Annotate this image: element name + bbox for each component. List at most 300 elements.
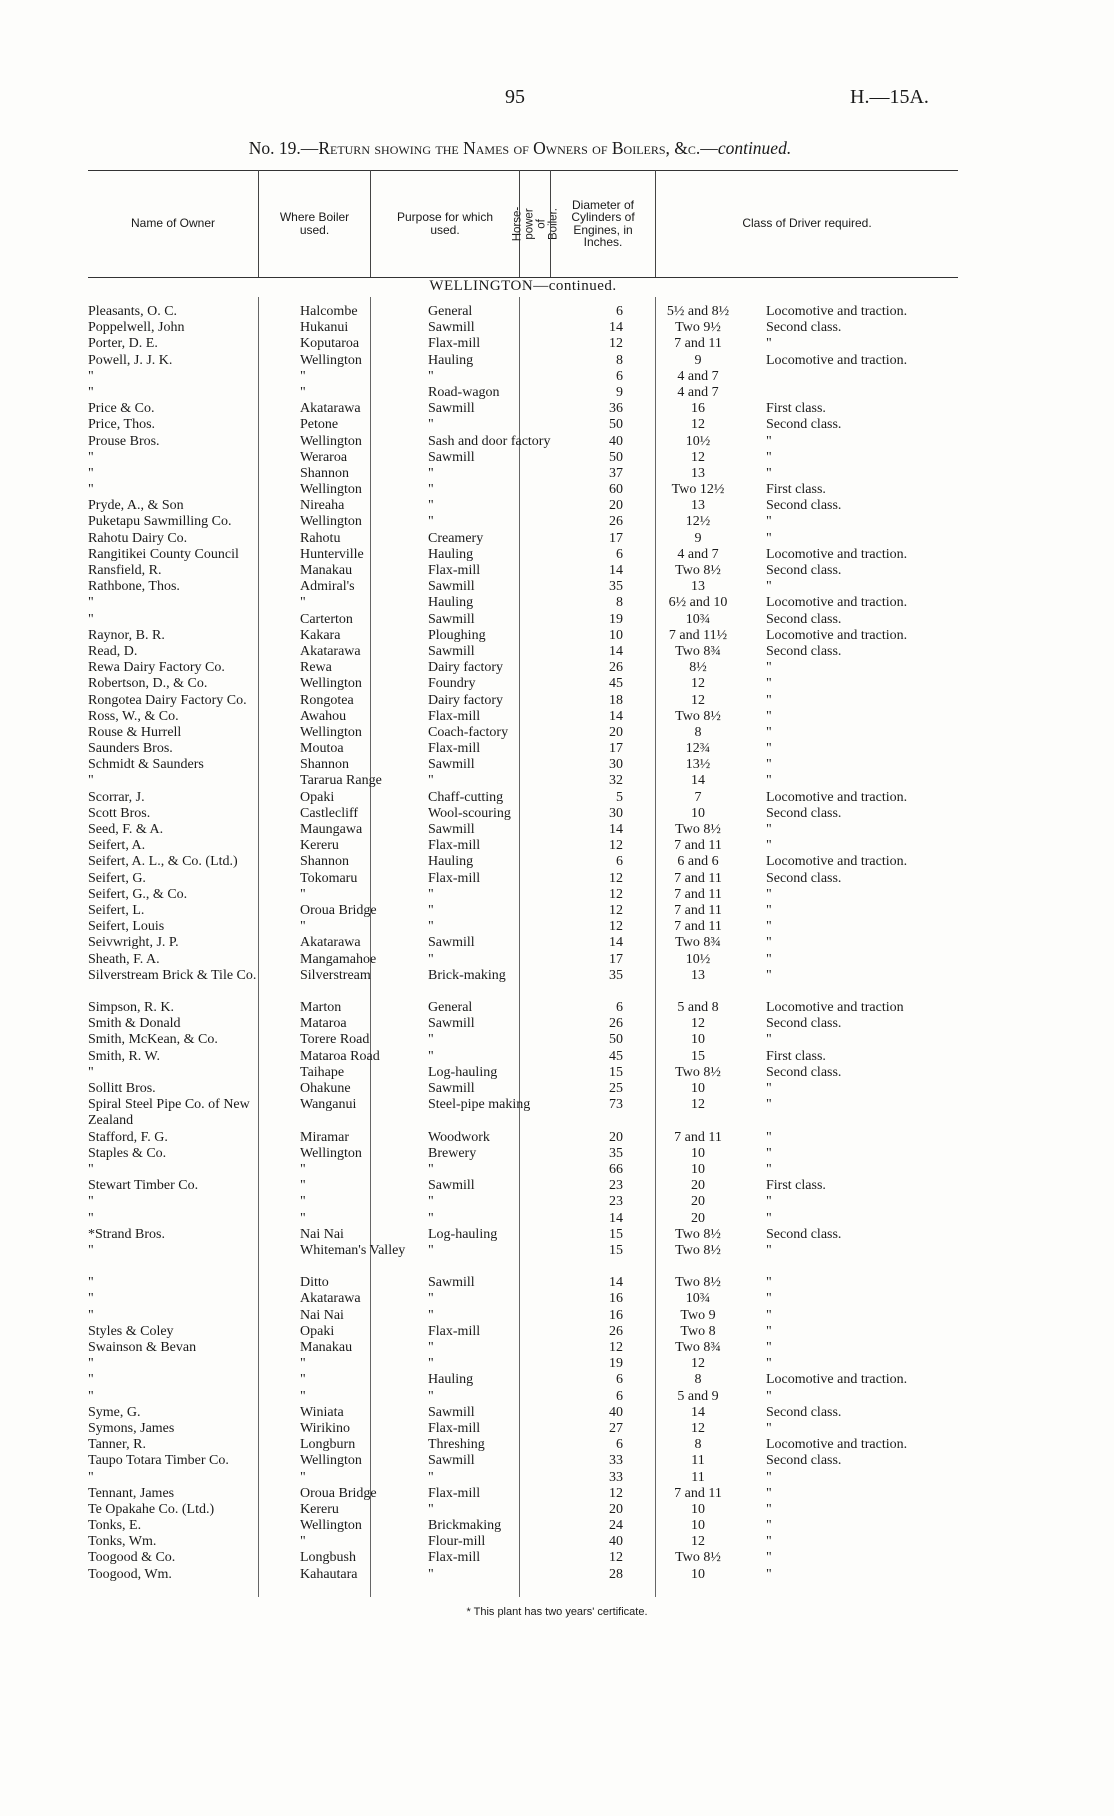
horsepower-cell: 73 <box>609 1097 623 1113</box>
diameter-cell: Two 12½ <box>671 482 725 498</box>
where-cell: Wellington <box>300 724 362 740</box>
diameter-cell: Two 8½ <box>675 563 721 578</box>
purpose-cell: Coach-factory <box>428 724 509 740</box>
owner-cell: Poppelwell, John <box>88 320 185 336</box>
diameter-cell: 4 and 7 <box>677 546 719 562</box>
where-cell: Manakau <box>300 1340 353 1356</box>
owner-cell: Porter, D. E. <box>88 336 158 352</box>
purpose-cell: Flax-mill <box>428 1485 481 1501</box>
table-row <box>88 709 958 725</box>
where-cell: Longbush <box>300 1550 356 1566</box>
horsepower-cell: 17 <box>609 530 623 546</box>
table-body <box>88 304 958 1583</box>
owner-cell: Saunders Bros. <box>88 741 173 757</box>
driver-class-cell: " <box>766 951 772 967</box>
owner-cell: " <box>88 1161 94 1177</box>
where-cell: Ohakune <box>300 1081 351 1097</box>
driver-class-cell: First class. <box>766 1048 826 1064</box>
horsepower-cell: 45 <box>609 676 623 692</box>
driver-class-cell: Locomotive and traction. <box>766 789 908 805</box>
where-cell: Kereru <box>300 838 339 854</box>
where-cell: Wellington <box>300 352 362 368</box>
owner-cell: Sheath, F. A. <box>88 951 160 967</box>
owner-cell: Seifert, G. <box>88 870 146 886</box>
where-cell: Akatarawa <box>300 1291 361 1307</box>
owner-cell: Symons, James <box>88 1420 175 1436</box>
where-cell: Castlecliff <box>300 805 359 821</box>
table-row <box>88 903 958 919</box>
purpose-cell: " <box>428 417 434 433</box>
driver-class-cell: " <box>766 1323 772 1339</box>
owner-cell: Toogood, Wm. <box>88 1566 172 1582</box>
table-row <box>88 1405 958 1421</box>
where-cell: Kahautara <box>300 1566 358 1582</box>
table-row <box>88 1243 958 1275</box>
diameter-cell: 12¾ <box>685 741 711 757</box>
driver-class-cell: Locomotive and traction. <box>766 1372 908 1388</box>
horsepower-cell: 35 <box>609 1145 623 1161</box>
diameter-cell: 8½ <box>689 660 707 676</box>
table-row <box>88 790 958 806</box>
table-row <box>88 401 958 417</box>
driver-class-cell: " <box>766 336 772 352</box>
owner-cell: " <box>88 449 94 465</box>
horsepower-cell: 30 <box>609 757 623 773</box>
purpose-cell: Flour-mill <box>428 1534 486 1550</box>
purpose-cell: " <box>428 1161 434 1177</box>
diameter-cell: 15 <box>691 1048 705 1064</box>
where-cell: Wanganui <box>300 1097 357 1113</box>
owner-cell: Rathbone, Thos. <box>88 579 180 595</box>
owner-cell: Rangitikei County Council <box>88 546 239 562</box>
owner-cell: " <box>88 1356 94 1372</box>
where-cell: Opaki <box>300 1323 335 1339</box>
driver-class-cell: Second class. <box>766 1453 842 1469</box>
diameter-cell: 20 <box>691 1178 705 1194</box>
purpose-cell: " <box>428 1242 434 1258</box>
driver-class-cell: " <box>766 530 772 546</box>
diameter-cell: 8 <box>694 1372 702 1388</box>
driver-class-cell: " <box>766 660 772 676</box>
owner-cell: Robertson, D., & Co. <box>88 676 208 692</box>
table-row <box>88 1016 958 1032</box>
owner-cell: " <box>88 1372 94 1388</box>
owner-cell: Rahotu Dairy Co. <box>88 530 188 546</box>
table-row <box>88 1032 958 1048</box>
owner-cell: " <box>88 1291 94 1307</box>
table-row <box>88 887 958 903</box>
owner-cell: " <box>88 1064 94 1080</box>
where-cell: Manakau <box>300 563 353 578</box>
diameter-cell: Two 8½ <box>675 708 721 724</box>
table-row <box>88 1567 958 1583</box>
table-row <box>88 1000 958 1016</box>
diameter-cell: 10½ <box>685 951 711 967</box>
where-cell: Rongotea <box>300 692 354 708</box>
horsepower-cell: 60 <box>609 482 623 498</box>
driver-class-cell: Second class. <box>766 417 842 433</box>
driver-class-cell: Locomotive and traction. <box>766 1437 908 1453</box>
purpose-cell: Steel-pipe making <box>428 1097 531 1113</box>
where-cell: Weraroa <box>300 449 348 465</box>
owner-cell: " <box>88 1194 94 1210</box>
diameter-cell: 8 <box>694 1437 702 1453</box>
header-driver-class: Class of Driver required. <box>742 216 872 231</box>
header-horsepower: Horse-power of Boiler. <box>511 206 560 241</box>
driver-class-cell: " <box>766 1501 772 1517</box>
where-cell: Hunterville <box>300 546 364 562</box>
purpose-cell: " <box>428 1291 434 1307</box>
driver-class-cell: Second class. <box>766 498 842 514</box>
owner-cell: Smith, R. W. <box>88 1048 160 1064</box>
table-row <box>88 547 958 563</box>
table-row <box>88 1453 958 1469</box>
where-cell: Miramar <box>300 1129 349 1145</box>
purpose-cell: Dairy factory <box>428 692 504 708</box>
table-row <box>88 838 958 854</box>
driver-class-cell: " <box>766 1518 772 1534</box>
diameter-cell: 10 <box>691 1566 705 1582</box>
owner-cell: Taupo Totara Timber Co. <box>88 1453 229 1469</box>
purpose-cell: " <box>428 902 434 918</box>
diameter-cell: 10 <box>691 1032 705 1048</box>
horsepower-cell: 23 <box>609 1194 623 1210</box>
owner-cell: Powell, J. J. K. <box>88 352 173 368</box>
horsepower-cell: 50 <box>609 449 623 465</box>
driver-class-cell: " <box>766 773 772 789</box>
diameter-cell: Two 8½ <box>675 1275 721 1291</box>
owner-cell: Seifert, A. L., & Co. (Ltd.) <box>88 854 238 870</box>
where-cell: Nai Nai <box>300 1226 344 1242</box>
horsepower-cell: 26 <box>609 1323 623 1339</box>
purpose-cell: Brickmaking <box>428 1518 502 1534</box>
purpose-cell: " <box>428 465 434 481</box>
driver-class-cell: " <box>766 902 772 918</box>
driver-class-cell: " <box>766 1210 772 1226</box>
diameter-cell: Two 8¾ <box>675 643 721 659</box>
driver-class-cell: " <box>766 514 772 530</box>
where-cell: Nai Nai <box>300 1307 344 1323</box>
horsepower-cell: 6 <box>616 546 623 562</box>
horsepower-cell: 36 <box>609 401 623 417</box>
table-row <box>88 1275 958 1291</box>
driver-class-cell: Second class. <box>766 1226 842 1242</box>
driver-class-cell: Second class. <box>766 643 842 659</box>
horsepower-cell: 14 <box>609 1210 623 1226</box>
table-row <box>88 1421 958 1437</box>
owner-cell: " <box>88 1388 94 1404</box>
owner-cell: Pryde, A., & Son <box>88 498 184 514</box>
where-cell: Koputaroa <box>300 336 360 352</box>
where-cell: Wirikino <box>300 1420 350 1436</box>
diameter-cell: 10 <box>691 1161 705 1177</box>
driver-class-cell: " <box>766 741 772 757</box>
purpose-cell: Threshing <box>428 1437 485 1453</box>
purpose-cell: Flax-mill <box>428 1550 481 1566</box>
document-reference: H.—15A. <box>850 86 929 108</box>
diameter-cell: 12 <box>691 1356 705 1372</box>
table-row <box>88 1194 958 1210</box>
horsepower-cell: 16 <box>609 1291 623 1307</box>
horsepower-cell: 40 <box>609 433 623 449</box>
diameter-cell: 12 <box>691 676 705 692</box>
owner-cell: " <box>88 1210 94 1226</box>
table-row <box>88 595 958 611</box>
where-cell: " <box>300 1161 306 1177</box>
table-row <box>88 1097 958 1129</box>
horsepower-cell: 35 <box>609 579 623 595</box>
horsepower-cell: 35 <box>609 967 623 983</box>
horsepower-cell: 6 <box>616 368 623 384</box>
purpose-cell: Flax-mill <box>428 708 481 724</box>
purpose-cell: Hauling <box>428 1372 474 1388</box>
where-cell: Shannon <box>300 854 349 870</box>
diameter-cell: 7 and 11 <box>674 1485 722 1501</box>
horsepower-cell: 27 <box>609 1420 623 1436</box>
table-row <box>88 822 958 838</box>
driver-class-cell: First class. <box>766 482 826 498</box>
table-row <box>88 417 958 433</box>
purpose-cell: Hauling <box>428 595 474 611</box>
purpose-cell: Wool-scouring <box>428 805 511 821</box>
diameter-cell: 13½ <box>685 757 711 773</box>
horsepower-cell: 24 <box>609 1518 623 1534</box>
owner-cell: " <box>88 1469 94 1485</box>
table-row <box>88 1065 958 1081</box>
table-row <box>88 1534 958 1550</box>
horsepower-cell: 14 <box>609 643 623 659</box>
diameter-cell: 6 and 6 <box>677 854 719 870</box>
horsepower-cell: 12 <box>609 1550 623 1566</box>
diameter-cell: 12 <box>691 449 705 465</box>
purpose-cell: " <box>428 1032 434 1048</box>
diameter-cell: 12 <box>691 692 705 708</box>
footnote: * This plant has two years' certificate. <box>466 1606 648 1618</box>
horsepower-cell: 9 <box>616 384 623 400</box>
where-cell: Tararua Range <box>300 773 382 789</box>
diameter-cell: Two 8½ <box>675 822 721 837</box>
driver-class-cell: " <box>766 1097 772 1113</box>
owner-cell: Seifert, Louis <box>88 919 165 935</box>
owner-cell: Read, D. <box>88 643 138 659</box>
purpose-cell: " <box>428 919 434 935</box>
owner-cell: " <box>88 1307 94 1323</box>
horsepower-cell: 17 <box>609 951 623 967</box>
table-row <box>88 676 958 692</box>
table-row <box>88 1146 958 1162</box>
where-cell: Wellington <box>300 514 362 530</box>
table-row <box>88 1486 958 1502</box>
owner-cell: Spiral Steel Pipe Co. of New Zealand <box>88 1097 250 1128</box>
owner-cell: Schmidt & Saunders <box>88 757 204 773</box>
where-cell: Rewa <box>300 660 332 676</box>
purpose-cell: Log-hauling <box>428 1226 498 1242</box>
driver-class-cell: Locomotive and traction. <box>766 304 908 319</box>
table-row <box>88 450 958 466</box>
horsepower-cell: 18 <box>609 692 623 708</box>
where-cell: Wellington <box>300 482 362 498</box>
driver-class-cell: " <box>766 886 772 902</box>
horsepower-cell: 14 <box>609 1275 623 1291</box>
header-diameter: Diameter of Cylinders of Engines, in Inches. <box>571 197 635 249</box>
owner-cell: Tanner, R. <box>88 1437 146 1453</box>
table-row <box>88 1130 958 1146</box>
purpose-cell: Hauling <box>428 854 474 870</box>
horsepower-cell: 32 <box>609 773 623 789</box>
table-row <box>88 466 958 482</box>
purpose-cell: " <box>428 482 434 498</box>
table-row <box>88 1437 958 1453</box>
purpose-cell: Flax-mill <box>428 741 481 757</box>
horsepower-cell: 12 <box>609 919 623 935</box>
where-cell: Oroua Bridge <box>300 1485 377 1501</box>
owner-cell: " <box>88 611 94 627</box>
table-row <box>88 806 958 822</box>
table-row <box>88 1049 958 1065</box>
owner-cell: Rongotea Dairy Factory Co. <box>88 692 247 708</box>
driver-class-cell: " <box>766 1550 772 1566</box>
purpose-cell: Hauling <box>428 546 474 562</box>
purpose-cell: " <box>428 1501 434 1517</box>
where-cell: Mangamahoe <box>300 951 377 967</box>
diameter-cell: 7 and 11 <box>674 919 722 935</box>
diameter-cell: 10 <box>691 1145 705 1161</box>
owner-cell: " <box>88 1275 94 1291</box>
diameter-cell: 4 and 7 <box>677 368 719 384</box>
owner-cell: Prouse Bros. <box>88 433 160 449</box>
table-row <box>88 369 958 385</box>
diameter-cell: 4 and 7 <box>677 384 719 400</box>
purpose-cell: Creamery <box>428 530 484 546</box>
where-cell: Longburn <box>300 1437 356 1453</box>
driver-class-cell: Locomotive and traction. <box>766 352 908 368</box>
title-prefix: No. 19.— <box>248 138 319 158</box>
diameter-cell: 12 <box>691 417 705 433</box>
horsepower-cell: 16 <box>609 1307 623 1323</box>
driver-class-cell: " <box>766 1242 772 1258</box>
owner-cell: Scorrar, J. <box>88 789 145 805</box>
owner-cell: Ransfield, R. <box>88 563 162 578</box>
owner-cell: Tennant, James <box>88 1485 175 1501</box>
where-cell: " <box>300 1388 306 1404</box>
diameter-cell: 11 <box>691 1453 705 1469</box>
purpose-cell: Brewery <box>428 1145 477 1161</box>
owner-cell: Tonks, Wm. <box>88 1534 157 1550</box>
where-cell: Nireaha <box>300 498 345 514</box>
diameter-cell: 7 and 11½ <box>668 627 728 643</box>
driver-class-cell: " <box>766 967 772 983</box>
purpose-cell: " <box>428 514 434 530</box>
table-row <box>88 871 958 887</box>
table-row <box>88 1291 958 1307</box>
diameter-cell: Two 8½ <box>675 1226 721 1242</box>
diameter-cell: 10 <box>691 1501 705 1517</box>
diameter-cell: 11 <box>691 1469 705 1485</box>
purpose-cell: Flax-mill <box>428 870 481 886</box>
diameter-cell: 6½ and 10 <box>668 595 728 611</box>
horsepower-cell: 12 <box>609 902 623 918</box>
horsepower-cell: 8 <box>616 352 623 368</box>
driver-class-cell: " <box>766 1534 772 1550</box>
where-cell: " <box>300 368 306 384</box>
owner-cell: Smith & Donald <box>88 1016 181 1032</box>
diameter-cell: Two 8¾ <box>675 1340 721 1356</box>
purpose-cell: Sawmill <box>428 1016 475 1032</box>
where-cell: Wellington <box>300 1518 362 1534</box>
purpose-cell: Sawmill <box>428 1404 475 1420</box>
table-row <box>88 935 958 951</box>
where-cell: Mataroa Road <box>300 1048 380 1064</box>
purpose-cell: General <box>428 1000 473 1016</box>
purpose-cell: Sawmill <box>428 449 475 465</box>
horsepower-cell: 23 <box>609 1178 623 1194</box>
where-cell: " <box>300 886 306 902</box>
driver-class-cell: Locomotive and traction <box>766 1000 904 1016</box>
table-row <box>88 1502 958 1518</box>
purpose-cell: Sawmill <box>428 611 475 627</box>
purpose-cell: " <box>428 498 434 514</box>
boiler-owners-table <box>88 170 958 1610</box>
owner-cell: *Strand Bros. <box>88 1226 165 1242</box>
driver-class-cell: " <box>766 822 772 837</box>
purpose-cell: Road-wagon <box>428 384 500 400</box>
owner-cell: " <box>88 595 94 611</box>
where-cell: " <box>300 1469 306 1485</box>
table-row <box>88 1081 958 1097</box>
purpose-cell: Log-hauling <box>428 1064 498 1080</box>
purpose-cell: Hauling <box>428 352 474 368</box>
purpose-cell: " <box>428 1307 434 1323</box>
where-cell: " <box>300 919 306 935</box>
where-cell: Marton <box>300 1000 342 1016</box>
driver-class-cell: " <box>766 579 772 595</box>
horsepower-cell: 30 <box>609 805 623 821</box>
purpose-cell: Sawmill <box>428 935 475 951</box>
owner-cell: Raynor, B. R. <box>88 627 165 643</box>
table-row <box>88 498 958 514</box>
where-cell: Taihape <box>300 1064 345 1080</box>
diameter-cell: 10 <box>691 805 705 821</box>
owner-cell: Rewa Dairy Factory Co. <box>88 660 225 676</box>
horsepower-cell: 28 <box>609 1566 623 1582</box>
where-cell: Halcombe <box>300 304 358 319</box>
purpose-cell: Flax-mill <box>428 1420 481 1436</box>
diameter-cell: Two 8 <box>680 1323 716 1339</box>
title-text: Return showing the Names of Owners of Boilers, &c.— <box>318 138 718 158</box>
diameter-cell: 7 and 11 <box>674 902 722 918</box>
purpose-cell: Flax-mill <box>428 563 481 578</box>
diameter-cell: Two 8½ <box>675 1064 721 1080</box>
driver-class-cell: Locomotive and traction. <box>766 546 908 562</box>
driver-class-cell: Second class. <box>766 563 842 578</box>
driver-class-cell: Second class. <box>766 1064 842 1080</box>
driver-class-cell: " <box>766 1420 772 1436</box>
horsepower-cell: 6 <box>616 1437 623 1453</box>
diameter-cell: 20 <box>691 1194 705 1210</box>
horsepower-cell: 12 <box>609 1485 623 1501</box>
horsepower-cell: 8 <box>616 595 623 611</box>
horsepower-cell: 66 <box>609 1161 623 1177</box>
horsepower-cell: 6 <box>616 1388 623 1404</box>
purpose-cell: " <box>428 1566 434 1582</box>
purpose-cell: " <box>428 1048 434 1064</box>
owner-cell: " <box>88 384 94 400</box>
owner-cell: Tonks, E. <box>88 1518 142 1534</box>
where-cell: Shannon <box>300 757 349 773</box>
driver-class-cell: Second class. <box>766 870 842 886</box>
where-cell: Hukanui <box>300 320 349 336</box>
table-row <box>88 353 958 369</box>
